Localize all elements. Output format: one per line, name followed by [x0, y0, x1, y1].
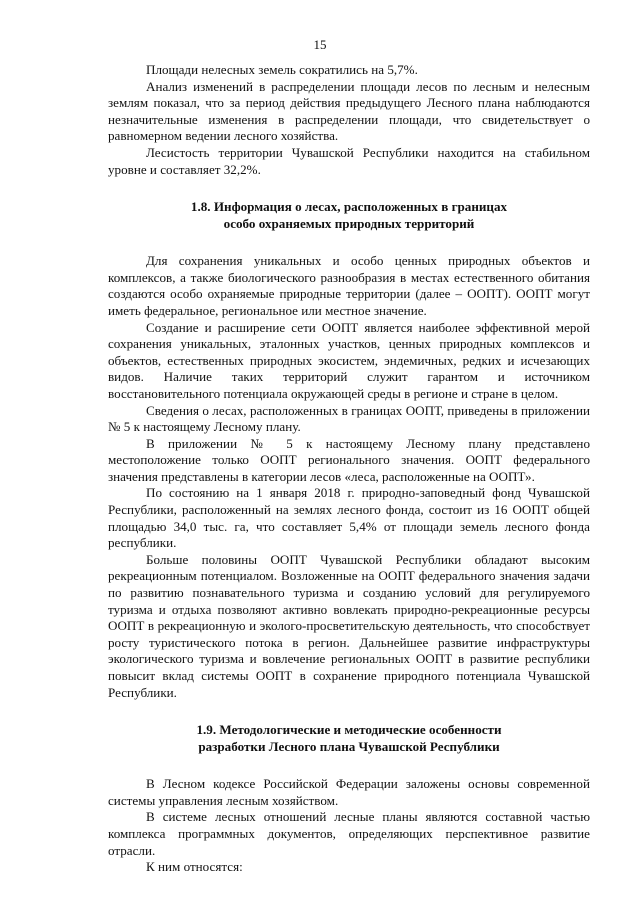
paragraph-oopt-stats: По состоянию на 1 января 2018 г. природно-заповедный фонд Чувашской Республики, расположенный на землях лесного фонда, состоит из 16 ООПТ общей площадью 34,0 тыс. га, что составляет 5,4% от площади земель лесного фонда республики.	[108, 485, 590, 551]
paragraph-area-analysis: Анализ изменений в распределении площади лесов по лесным и нелесным землям показал, что за период действия предыдущего Лесного плана наблюдаются незначительные изменения в распределении площади, что свидетельствует о равномерном ведении лесного хозяйства.	[108, 78, 590, 144]
paragraph-oopt-purpose: Для сохранения уникальных и особо ценных природных объектов и комплексов, а также биологического разнообразия в местах естественного обитания создаются особо охраняемые природные территории (далее – ООПТ). ООПТ могут иметь федеральное, региональное или местное значение.	[108, 253, 590, 318]
section-heading-1-8-line2: особо охраняемых природных территорий	[223, 216, 475, 232]
paragraph-forest-code: В Лесном кодексе Российской Федерации заложены основы современной системы управления лесным хозяйством.	[108, 776, 590, 808]
paragraph-oopt-recreation: Больше половины ООПТ Чувашской Республики обладают высоким рекреационным потенциалом. Возложенные на ООПТ федерального значения задачи по развитию познавательного туризма и созданию условий для регулируемого туризма и отдыха позволяют активно вовлекать природно-рекреационные ресурсы ООПТ в рекреационную и эколого-просветительскую деятельность, что способствует росту туристического потока в регион. Дальнейшее развитие инфраструктуры экологического туризма и вовлечение региональных ООПТ в развитие республики повысит вклад системы ООПТ в сохранение природного потенциала Чувашской Республики.	[108, 551, 590, 700]
paragraph-oopt-location: В приложении № 5 к настоящему Лесному плану представлено местоположение только ООПТ регионального значения. ООПТ федерального значения представлены в категории лесов «леса, расположенные на ООПТ».	[108, 435, 590, 484]
paragraph-oopt-network: Создание и расширение сети ООПТ является наиболее эффективной мерой сохранения уникальных, эталонных участков, ценных природных комплексов и объектов, естественных природных экосистем, эндемичных, редких и исчезающих видов. Наличие таких территорий служит гарантом и источником восстановительного потенциала окружающей среды в регионе и стране в целом.	[108, 319, 590, 401]
page-number: 15	[313, 37, 327, 52]
paragraph-forest-plans: В системе лесных отношений лесные планы являются составной частью комплекса программных документов, определяющих перспективное развитие отрасли.	[108, 809, 590, 858]
paragraph-oopt-appendix: Сведения о лесах, расположенных в границах ООПТ, приведены в приложении № 5 к настоящему Лесному плану.	[108, 402, 590, 435]
section-heading-1-8	[108, 198, 590, 232]
section-heading-1-9-line1: 1.9. Методологические и методические особенности	[196, 722, 502, 738]
page-content	[108, 62, 590, 876]
paragraph-list-intro: К ним относятся:	[146, 859, 243, 875]
paragraph-forest-cover: Лесистость территории Чувашской Республики находится на стабильном уровне и составляет 32,2%.	[108, 144, 590, 177]
section-heading-1-9-line2: разработки Лесного плана Чувашской Республики	[198, 739, 500, 755]
section-heading-1-9	[108, 721, 590, 755]
paragraph-nonforest-area: Площади нелесных земель сократились на 5,7%.	[146, 62, 418, 77]
section-heading-1-8-line1: 1.8. Информация о лесах, расположенных в границах	[190, 199, 508, 215]
